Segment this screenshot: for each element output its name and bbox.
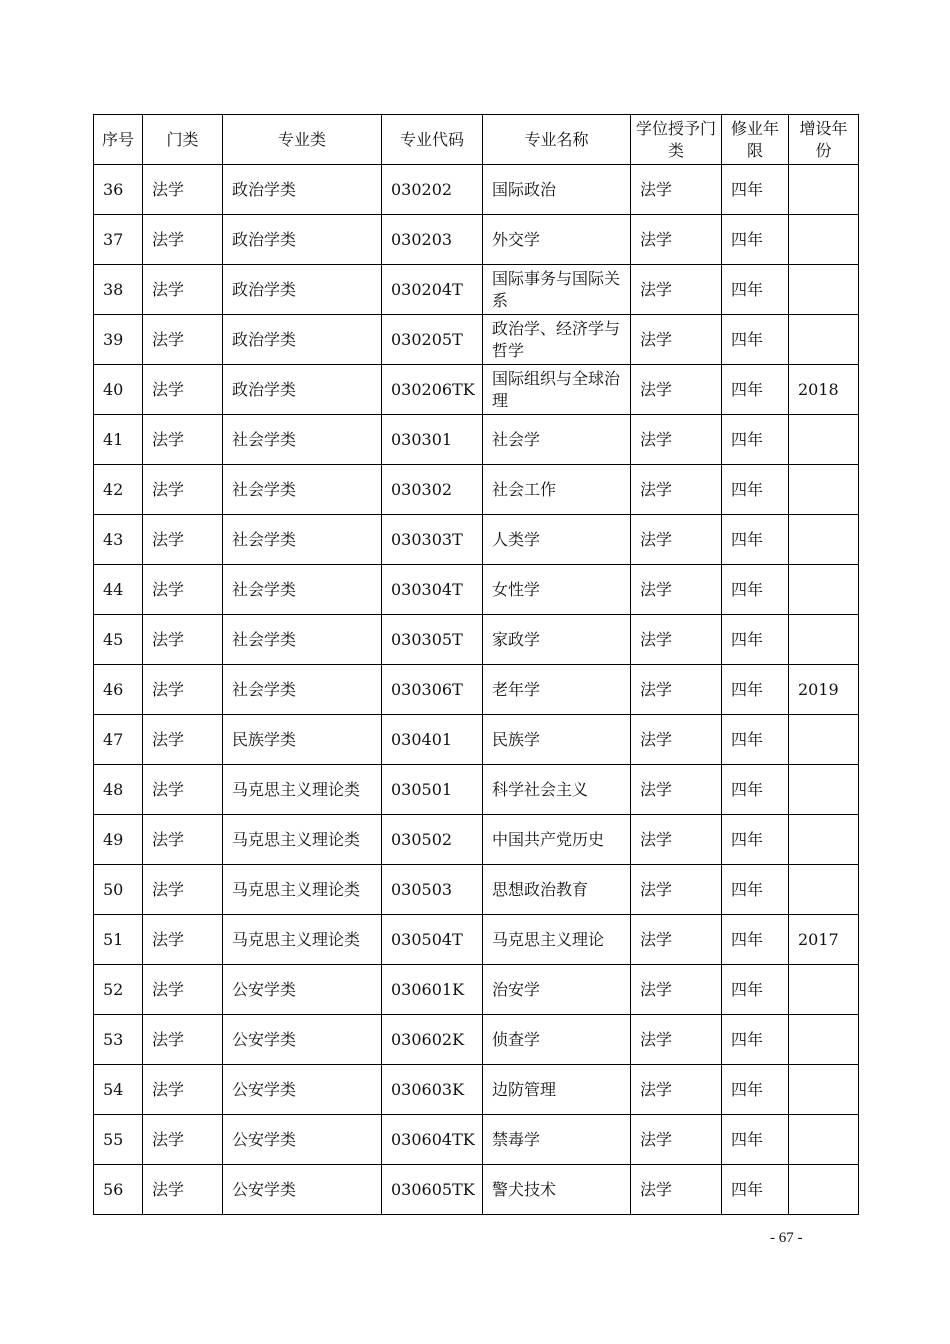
cell-code: 030503 <box>382 865 483 915</box>
cell-duration: 四年 <box>722 565 789 615</box>
cell-discipline: 公安学类 <box>223 1165 382 1215</box>
cell-duration: 四年 <box>722 315 789 365</box>
cell-category: 法学 <box>143 265 223 315</box>
cell-duration: 四年 <box>722 465 789 515</box>
cell-seq: 36 <box>94 165 143 215</box>
cell-year-added <box>789 765 859 815</box>
cell-discipline: 社会学类 <box>223 615 382 665</box>
cell-duration: 四年 <box>722 615 789 665</box>
cell-seq: 56 <box>94 1165 143 1215</box>
cell-code: 030401 <box>382 715 483 765</box>
cell-year-added <box>789 165 859 215</box>
cell-seq: 43 <box>94 515 143 565</box>
table-row <box>94 765 859 815</box>
cell-degree: 法学 <box>631 1015 722 1065</box>
cell-name: 侦查学 <box>483 1015 631 1065</box>
table-row <box>94 315 859 365</box>
header-year-added: 增设年份 <box>789 115 859 165</box>
header-discipline: 专业类 <box>223 115 382 165</box>
header-name: 专业名称 <box>483 115 631 165</box>
cell-duration: 四年 <box>722 965 789 1015</box>
header-category: 门类 <box>143 115 223 165</box>
cell-degree: 法学 <box>631 265 722 315</box>
cell-discipline: 社会学类 <box>223 465 382 515</box>
cell-seq: 42 <box>94 465 143 515</box>
cell-degree: 法学 <box>631 765 722 815</box>
cell-category: 法学 <box>143 215 223 265</box>
cell-code: 030204T <box>382 265 483 315</box>
cell-discipline: 政治学类 <box>223 315 382 365</box>
cell-year-added: 2018 <box>789 365 859 415</box>
cell-degree: 法学 <box>631 365 722 415</box>
cell-category: 法学 <box>143 765 223 815</box>
cell-name: 老年学 <box>483 665 631 715</box>
cell-name: 社会学 <box>483 415 631 465</box>
cell-name: 政治学、经济学与哲学 <box>483 315 631 365</box>
cell-duration: 四年 <box>722 515 789 565</box>
cell-category: 法学 <box>143 1115 223 1165</box>
cell-category: 法学 <box>143 815 223 865</box>
cell-year-added: 2017 <box>789 915 859 965</box>
table-row <box>94 265 859 315</box>
cell-seq: 44 <box>94 565 143 615</box>
cell-name: 中国共产党历史 <box>483 815 631 865</box>
cell-discipline: 民族学类 <box>223 715 382 765</box>
cell-discipline: 社会学类 <box>223 565 382 615</box>
cell-name: 外交学 <box>483 215 631 265</box>
cell-year-added <box>789 465 859 515</box>
cell-code: 030304T <box>382 565 483 615</box>
cell-name: 社会工作 <box>483 465 631 515</box>
cell-seq: 48 <box>94 765 143 815</box>
cell-category: 法学 <box>143 665 223 715</box>
table-row <box>94 1015 859 1065</box>
cell-discipline: 公安学类 <box>223 965 382 1015</box>
cell-code: 030604TK <box>382 1115 483 1165</box>
table-row <box>94 515 859 565</box>
cell-year-added <box>789 565 859 615</box>
cell-name: 警犬技术 <box>483 1165 631 1215</box>
cell-name: 科学社会主义 <box>483 765 631 815</box>
cell-name: 国际组织与全球治理 <box>483 365 631 415</box>
cell-year-added <box>789 815 859 865</box>
table-row <box>94 715 859 765</box>
cell-category: 法学 <box>143 615 223 665</box>
cell-duration: 四年 <box>722 165 789 215</box>
table-row <box>94 465 859 515</box>
table-body <box>94 165 859 1215</box>
cell-code: 030603K <box>382 1065 483 1115</box>
cell-code: 030205T <box>382 315 483 365</box>
cell-seq: 53 <box>94 1015 143 1065</box>
table-row <box>94 365 859 415</box>
cell-seq: 37 <box>94 215 143 265</box>
cell-code: 030202 <box>382 165 483 215</box>
cell-seq: 51 <box>94 915 143 965</box>
table-row <box>94 1165 859 1215</box>
table-row <box>94 615 859 665</box>
cell-discipline: 马克思主义理论类 <box>223 815 382 865</box>
table-row <box>94 865 859 915</box>
header-duration: 修业年限 <box>722 115 789 165</box>
cell-degree: 法学 <box>631 965 722 1015</box>
cell-seq: 52 <box>94 965 143 1015</box>
cell-code: 030504T <box>382 915 483 965</box>
table-row <box>94 215 859 265</box>
cell-year-added <box>789 1065 859 1115</box>
cell-year-added <box>789 515 859 565</box>
page-number: - 67 - <box>770 1230 803 1246</box>
cell-seq: 54 <box>94 1065 143 1115</box>
table-row <box>94 915 859 965</box>
cell-seq: 49 <box>94 815 143 865</box>
table-row <box>94 165 859 215</box>
cell-seq: 50 <box>94 865 143 915</box>
cell-category: 法学 <box>143 865 223 915</box>
cell-category: 法学 <box>143 1015 223 1065</box>
cell-name: 治安学 <box>483 965 631 1015</box>
cell-duration: 四年 <box>722 1165 789 1215</box>
cell-degree: 法学 <box>631 515 722 565</box>
cell-duration: 四年 <box>722 215 789 265</box>
cell-discipline: 公安学类 <box>223 1065 382 1115</box>
table-row <box>94 965 859 1015</box>
table-row <box>94 415 859 465</box>
cell-duration: 四年 <box>722 1015 789 1065</box>
cell-degree: 法学 <box>631 165 722 215</box>
cell-discipline: 政治学类 <box>223 265 382 315</box>
cell-year-added <box>789 715 859 765</box>
cell-degree: 法学 <box>631 465 722 515</box>
cell-degree: 法学 <box>631 665 722 715</box>
cell-code: 030502 <box>382 815 483 865</box>
cell-degree: 法学 <box>631 1065 722 1115</box>
cell-year-added <box>789 215 859 265</box>
cell-degree: 法学 <box>631 315 722 365</box>
cell-category: 法学 <box>143 365 223 415</box>
cell-degree: 法学 <box>631 415 722 465</box>
cell-year-added <box>789 1165 859 1215</box>
cell-discipline: 政治学类 <box>223 365 382 415</box>
cell-name: 人类学 <box>483 515 631 565</box>
cell-duration: 四年 <box>722 265 789 315</box>
cell-duration: 四年 <box>722 665 789 715</box>
cell-year-added: 2019 <box>789 665 859 715</box>
cell-name: 禁毒学 <box>483 1115 631 1165</box>
table-row <box>94 1065 859 1115</box>
cell-code: 030203 <box>382 215 483 265</box>
cell-seq: 46 <box>94 665 143 715</box>
cell-code: 030301 <box>382 415 483 465</box>
table-row <box>94 665 859 715</box>
cell-discipline: 马克思主义理论类 <box>223 865 382 915</box>
cell-year-added <box>789 965 859 1015</box>
cell-name: 民族学 <box>483 715 631 765</box>
cell-degree: 法学 <box>631 215 722 265</box>
table-row <box>94 565 859 615</box>
cell-code: 030602K <box>382 1015 483 1065</box>
cell-duration: 四年 <box>722 865 789 915</box>
cell-category: 法学 <box>143 715 223 765</box>
cell-category: 法学 <box>143 465 223 515</box>
cell-discipline: 政治学类 <box>223 165 382 215</box>
cell-code: 030206TK <box>382 365 483 415</box>
cell-category: 法学 <box>143 315 223 365</box>
cell-name: 家政学 <box>483 615 631 665</box>
major-catalog-table <box>93 114 859 1215</box>
header-code: 专业代码 <box>382 115 483 165</box>
cell-year-added <box>789 265 859 315</box>
cell-seq: 47 <box>94 715 143 765</box>
cell-name: 边防管理 <box>483 1065 631 1115</box>
table-header-row <box>94 115 859 165</box>
cell-degree: 法学 <box>631 815 722 865</box>
cell-seq: 41 <box>94 415 143 465</box>
cell-degree: 法学 <box>631 1115 722 1165</box>
cell-name: 国际事务与国际关系 <box>483 265 631 315</box>
cell-discipline: 政治学类 <box>223 215 382 265</box>
cell-discipline: 公安学类 <box>223 1115 382 1165</box>
cell-category: 法学 <box>143 515 223 565</box>
header-seq: 序号 <box>94 115 143 165</box>
cell-year-added <box>789 615 859 665</box>
cell-duration: 四年 <box>722 915 789 965</box>
cell-degree: 法学 <box>631 565 722 615</box>
cell-discipline: 马克思主义理论类 <box>223 765 382 815</box>
cell-seq: 38 <box>94 265 143 315</box>
cell-duration: 四年 <box>722 415 789 465</box>
cell-code: 030302 <box>382 465 483 515</box>
cell-duration: 四年 <box>722 815 789 865</box>
cell-name: 思想政治教育 <box>483 865 631 915</box>
cell-discipline: 马克思主义理论类 <box>223 915 382 965</box>
cell-category: 法学 <box>143 915 223 965</box>
table-row <box>94 815 859 865</box>
cell-degree: 法学 <box>631 1165 722 1215</box>
cell-code: 030605TK <box>382 1165 483 1215</box>
cell-seq: 40 <box>94 365 143 415</box>
cell-discipline: 公安学类 <box>223 1015 382 1065</box>
cell-year-added <box>789 1015 859 1065</box>
header-degree: 学位授予门类 <box>631 115 722 165</box>
cell-duration: 四年 <box>722 1115 789 1165</box>
cell-category: 法学 <box>143 1065 223 1115</box>
cell-duration: 四年 <box>722 715 789 765</box>
cell-year-added <box>789 1115 859 1165</box>
cell-discipline: 社会学类 <box>223 515 382 565</box>
cell-code: 030601K <box>382 965 483 1015</box>
cell-code: 030303T <box>382 515 483 565</box>
cell-seq: 55 <box>94 1115 143 1165</box>
cell-discipline: 社会学类 <box>223 415 382 465</box>
cell-year-added <box>789 415 859 465</box>
cell-seq: 39 <box>94 315 143 365</box>
cell-year-added <box>789 865 859 915</box>
cell-name: 女性学 <box>483 565 631 615</box>
cell-code: 030305T <box>382 615 483 665</box>
cell-category: 法学 <box>143 165 223 215</box>
cell-year-added <box>789 315 859 365</box>
cell-name: 马克思主义理论 <box>483 915 631 965</box>
cell-category: 法学 <box>143 565 223 615</box>
cell-duration: 四年 <box>722 1065 789 1115</box>
cell-discipline: 社会学类 <box>223 665 382 715</box>
cell-degree: 法学 <box>631 715 722 765</box>
cell-degree: 法学 <box>631 915 722 965</box>
table-row <box>94 1115 859 1165</box>
cell-code: 030501 <box>382 765 483 815</box>
cell-category: 法学 <box>143 415 223 465</box>
cell-category: 法学 <box>143 965 223 1015</box>
cell-seq: 45 <box>94 615 143 665</box>
cell-code: 030306T <box>382 665 483 715</box>
cell-degree: 法学 <box>631 615 722 665</box>
cell-degree: 法学 <box>631 865 722 915</box>
cell-duration: 四年 <box>722 765 789 815</box>
cell-name: 国际政治 <box>483 165 631 215</box>
cell-category: 法学 <box>143 1165 223 1215</box>
cell-duration: 四年 <box>722 365 789 415</box>
